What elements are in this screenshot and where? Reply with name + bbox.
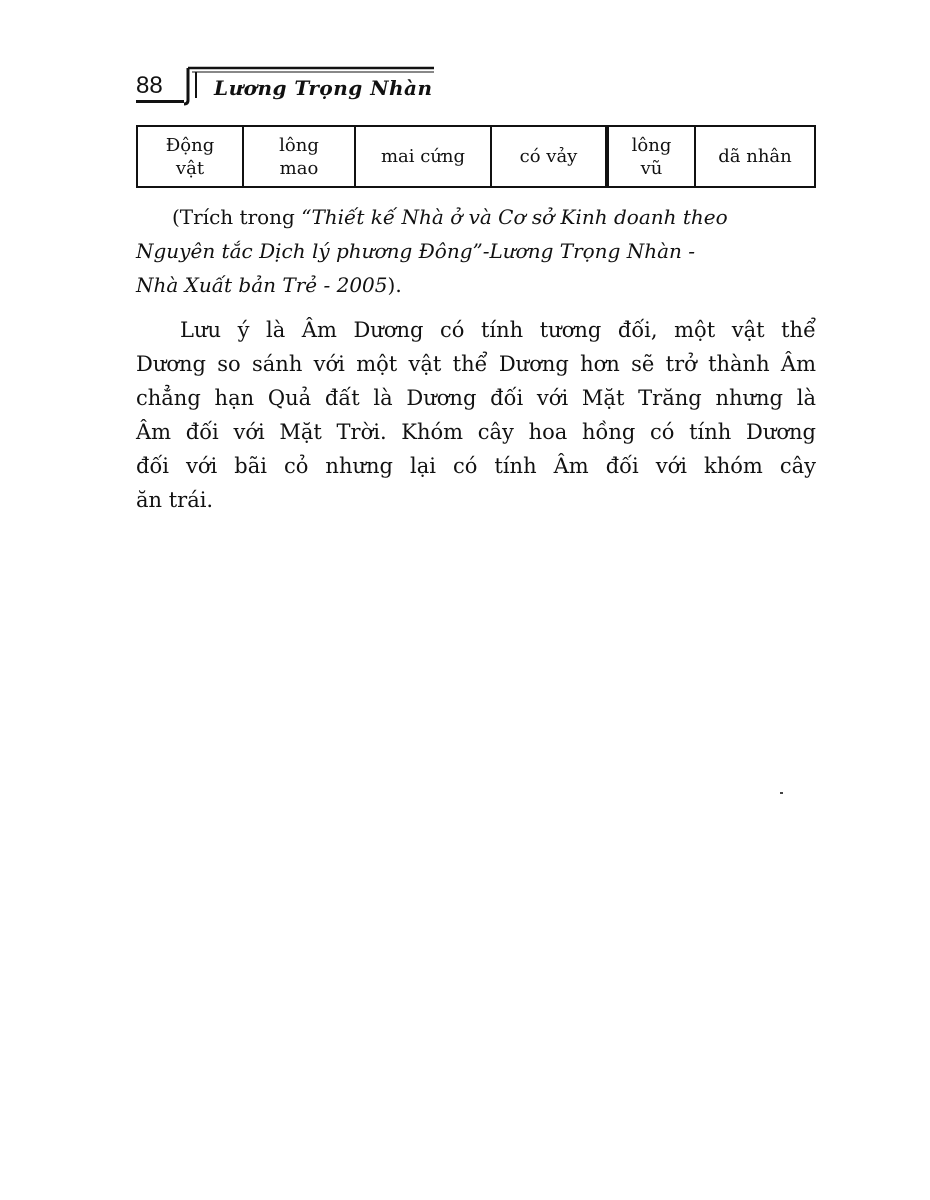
cell-line: vật	[175, 157, 205, 179]
paragraph-line: chẳng hạn Quả đất là Dương đối với Mặt Trăng nhưng là	[136, 386, 816, 410]
cell-line: có vảy	[519, 146, 578, 167]
citation	[136, 200, 816, 302]
page-number-underline	[136, 100, 184, 103]
cell-line: lông	[279, 134, 319, 156]
cell-line: lông	[631, 134, 672, 156]
paragraph-line: Dương so sánh với một vật thể Dương hơn sẽ trở thành Âm	[136, 352, 816, 376]
table-cell	[607, 126, 695, 187]
cell-line: vũ	[640, 157, 663, 179]
classification-table	[136, 125, 816, 188]
cell-line: Động	[165, 134, 215, 156]
citation-publisher: Nhà Xuất bản Trẻ - 2005	[136, 273, 388, 297]
table-cell	[695, 126, 815, 187]
running-header	[136, 62, 436, 106]
author-name: Lương Trọng Nhàn	[214, 76, 433, 100]
table-cell	[137, 126, 243, 187]
table-cell	[491, 126, 607, 187]
citation-line	[136, 268, 816, 302]
citation-open: (Trích trong	[172, 205, 302, 229]
paragraph-line: Âm đối với Mặt Trời. Khóm cây hoa hồng có tính Dương	[136, 420, 816, 444]
cell-line: mao	[279, 157, 319, 179]
table-cell	[355, 126, 491, 187]
body-paragraph	[136, 313, 818, 517]
table-row	[137, 126, 815, 187]
page-number: 88	[136, 72, 163, 99]
table-cell	[243, 126, 355, 187]
paragraph-line: đối với bãi cỏ nhưng lại có tính Âm đối với khóm cây	[136, 454, 816, 478]
citation-close: ).	[387, 273, 402, 297]
citation-line	[136, 200, 816, 234]
scan-speck	[780, 792, 783, 794]
paragraph-line: ăn trái.	[136, 488, 214, 512]
cell-line: dã nhân	[718, 146, 792, 167]
citation-line: Nguyên tắc Dịch lý phương Đông”-Lương Trọng Nhàn -	[136, 239, 696, 263]
paragraph-line: Lưu ý là Âm Dương có tính tương đối, một vật thể	[180, 318, 816, 342]
cell-line: mai cứng	[380, 146, 466, 167]
citation-title-part: “Thiết kế Nhà ở và Cơ sở Kinh doanh theo	[301, 205, 728, 229]
